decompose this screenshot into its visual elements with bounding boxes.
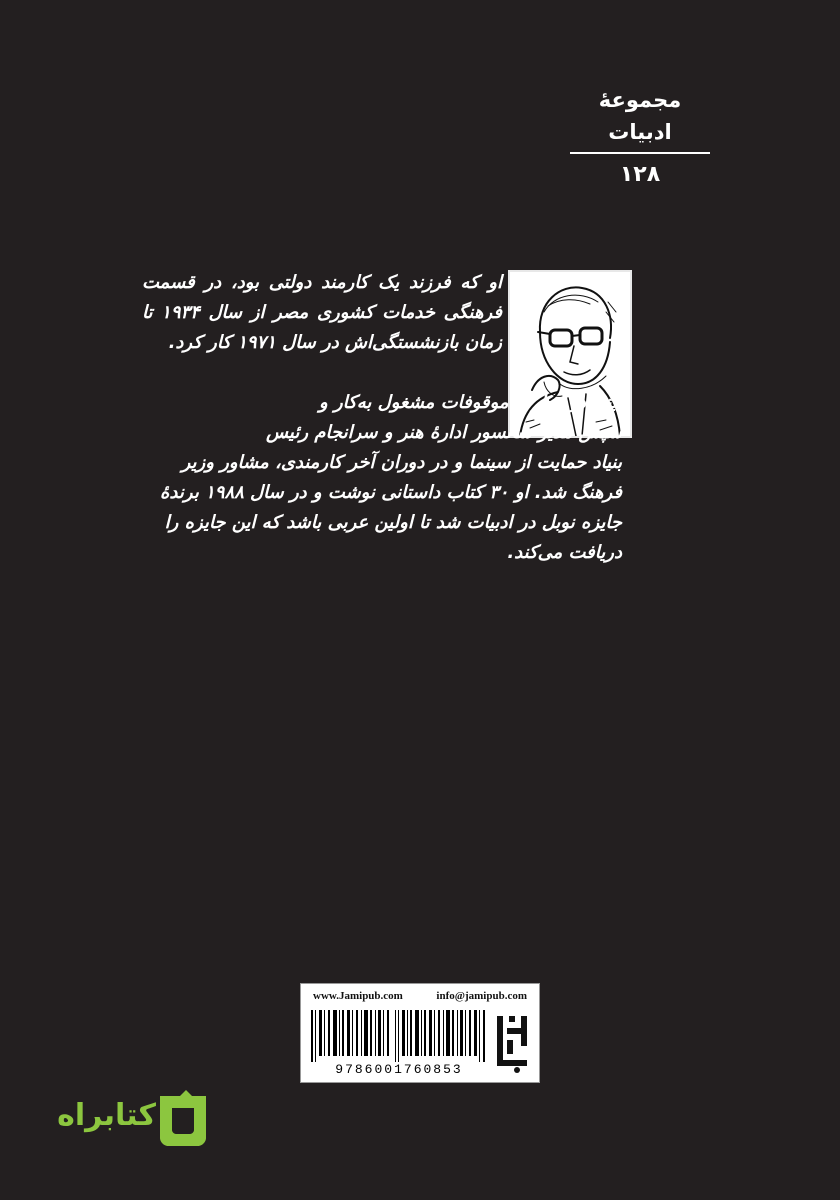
- bio-paragraph-intro: او که فرزند یک کارمند دولتی بود، در قسمت فرهنگی خدمات کشوری مصر از سال ۱۹۳۴ تا زمان بازنشستگی‌اش در سال ۱۹۷۱ کار کرد.: [142, 272, 502, 353]
- bio-line: دریافت می‌کند.: [507, 542, 622, 563]
- bio-line: فرهنگ شد. او ۳۰ کتاب داستانی نوشت و در سال ۱۹۸۸ برندهٔ: [160, 482, 622, 503]
- bio-line: بنیاد حمایت از سینما و در دوران آخر کارمندی، مشاور وزیر: [181, 452, 622, 473]
- bio-line: سپس مدیر سانسور ادارهٔ هنر و سرانجام رئیس: [265, 422, 622, 443]
- isbn-number: 9786001760853: [335, 1062, 463, 1077]
- bio-line: جایزه نوبل در ادبیات شد تا اولین عربی باشد که این جایزه را: [164, 512, 622, 533]
- series-block: [570, 84, 710, 190]
- bio-paragraph-career: [142, 388, 622, 568]
- bio-line: ابتدا در وزارت موقوفات مشغول به‌کار و: [319, 392, 622, 413]
- series-title: مجموعهٔ ادبیات: [598, 88, 682, 144]
- barcode-panel: [300, 983, 540, 1083]
- ketabrah-logo-icon: [150, 1088, 216, 1150]
- series-number: ۱۲۸: [619, 162, 661, 187]
- publisher-website[interactable]: www.Jamipub.com: [313, 990, 403, 1002]
- series-divider: [570, 152, 710, 154]
- publisher-email[interactable]: info@jamipub.com: [436, 990, 527, 1002]
- ketabrah-label: کتابراه: [57, 1098, 156, 1133]
- ketabrah-watermark: [38, 1088, 218, 1150]
- jami-publisher-logo-icon: [493, 1010, 533, 1076]
- isbn-barcode: [309, 1010, 489, 1062]
